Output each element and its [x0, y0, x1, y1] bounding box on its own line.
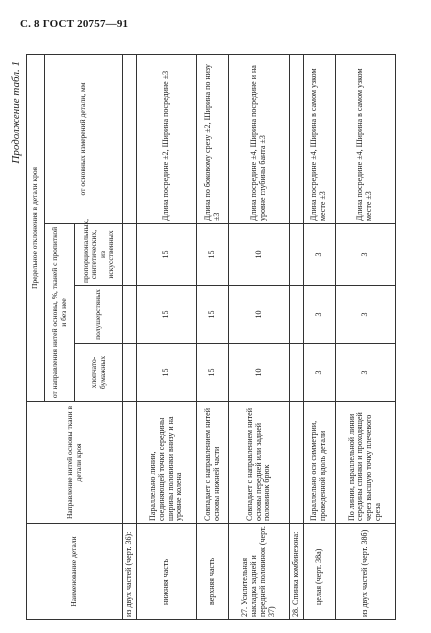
header-cotton: хлопчато-бумажных: [75, 344, 123, 402]
cell-semi-wool: [289, 286, 303, 344]
table-row: [137, 55, 197, 620]
cell-semi-wool: 3: [303, 286, 335, 344]
cell-semi-wool: 15: [137, 286, 197, 344]
cell-cotton: 10: [229, 344, 289, 402]
table-row: [197, 55, 229, 620]
cell-cotton: 3: [335, 344, 395, 402]
cell-synthetic: 3: [335, 224, 395, 286]
table-row: [335, 55, 395, 620]
cell-cotton: 15: [137, 344, 197, 402]
cell-semi-wool: 3: [335, 286, 395, 344]
rotated-table-page: [8, 55, 398, 620]
cell-semi-wool: [123, 286, 137, 344]
cell-direction: По линии, параллельной линии середины спинки и проходящей через высшую точку плечевого среза: [335, 402, 395, 524]
cell-part-name: 27. Усилительная накладка задней и передней половинок (черт. 37): [229, 524, 289, 620]
table-continuation-label: Продолжение табл. 1: [10, 61, 22, 164]
header-part-name: Наименование детали: [27, 524, 123, 620]
cell-cotton: [123, 344, 137, 402]
cell-part-name: верхняя часть: [197, 524, 229, 620]
cell-direction: Совпадает с направлением нитей основы передней или задней половинок брюк: [229, 402, 289, 524]
cell-dimensions: Длина посредине ±4, Ширина в самом узком месте ±3: [303, 55, 335, 224]
cell-dimensions: Длина посредине ±4, Ширина посредине и на уровне глубины банта ±3: [229, 55, 289, 224]
cell-synthetic: [123, 224, 137, 286]
cell-synthetic: [289, 224, 303, 286]
cell-dimensions: Длина посредине ±4, Ширина в самом узком месте ±3: [335, 55, 395, 224]
cell-dimensions: Длина по боковому срезу ±2, Ширина по низу ±3: [197, 55, 229, 224]
header-direction: Направление нитей основы ткани в детали кроя: [27, 402, 123, 524]
header-dimensions: от основных измерений детали, мм: [45, 55, 123, 224]
cell-part-name: 28. Спинка комбинезона:: [289, 524, 303, 620]
cell-dimensions: [289, 55, 303, 224]
cell-cotton: 15: [197, 344, 229, 402]
header-semi-wool: полушерстяных: [75, 286, 123, 344]
cell-cotton: 3: [303, 344, 335, 402]
cell-direction: Совпадает с направлением нитей основы нижней части: [197, 402, 229, 524]
cell-semi-wool: 15: [197, 286, 229, 344]
table-row: [303, 55, 335, 620]
cell-part-name: целая (черт. 38а): [303, 524, 335, 620]
header-synthetic: пропорциональных, синтетических, из искусственных: [75, 224, 123, 286]
cell-synthetic: 10: [229, 224, 289, 286]
cell-synthetic: 15: [197, 224, 229, 286]
table-row: [123, 55, 137, 620]
cell-part-name: из двух частей (черт. 38б): [335, 524, 395, 620]
header-deviations: Предельное отклонения в детали кроя: [27, 55, 45, 402]
cell-direction: Параллельно линии, соединяющей точки середины ширины половинки внизу и на уровне колена: [137, 402, 197, 524]
page-header: С. 8 ГОСТ 20757—91: [20, 18, 129, 30]
cell-synthetic: 3: [303, 224, 335, 286]
cell-part-name: нижняя часть: [137, 524, 197, 620]
cell-cotton: [289, 344, 303, 402]
cell-direction: [123, 402, 137, 524]
cell-synthetic: 15: [137, 224, 197, 286]
cell-direction: Параллельно оси симметрии, проведенной вдоль детали: [303, 402, 335, 524]
cell-semi-wool: 10: [229, 286, 289, 344]
cell-dimensions: Длина посредине ±2, Ширина посредине ±3: [137, 55, 197, 224]
cell-part-name: из двух частей (черт. 36):: [123, 524, 137, 620]
cell-dimensions: [123, 55, 137, 224]
table-row: [229, 55, 289, 620]
header-from-warp: от направления нитей основы, %, тканей с пропиткой и без нее: [45, 224, 75, 402]
data-table: [26, 54, 396, 620]
cell-direction: [289, 402, 303, 524]
table-row: [289, 55, 303, 620]
